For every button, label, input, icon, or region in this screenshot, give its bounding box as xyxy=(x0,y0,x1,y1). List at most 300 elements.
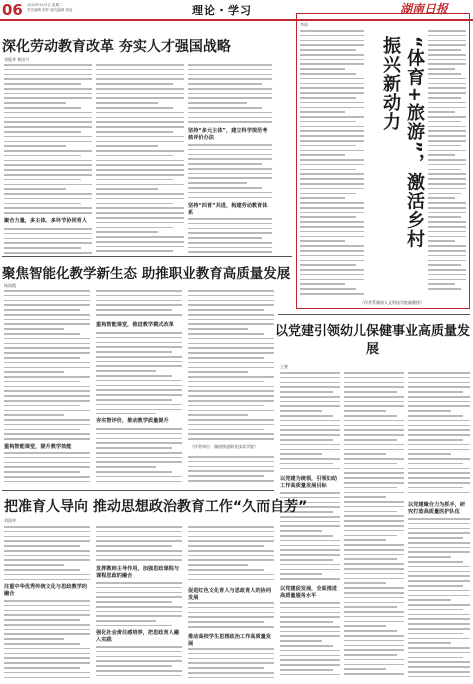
body-text-line xyxy=(408,492,470,494)
body-text-line xyxy=(188,424,274,426)
body-text-line xyxy=(428,30,466,32)
body-text-line xyxy=(280,396,340,398)
article-1-col-1b xyxy=(4,228,92,254)
body-text-line xyxy=(280,449,340,451)
body-text-line xyxy=(188,323,274,325)
body-text-line xyxy=(428,83,466,85)
body-text-line xyxy=(408,532,470,534)
body-text-line xyxy=(4,424,90,426)
body-text-line xyxy=(408,391,463,393)
body-text-line xyxy=(428,40,466,42)
divider xyxy=(278,314,470,315)
body-text-line xyxy=(4,228,92,230)
body-text-line xyxy=(428,236,466,238)
body-text-line xyxy=(4,462,90,464)
article-5-col-3 xyxy=(408,372,470,498)
body-text-line xyxy=(408,523,470,525)
body-text-line xyxy=(408,676,470,678)
body-text-line xyxy=(300,269,364,271)
body-text-line xyxy=(408,487,463,489)
body-text-line xyxy=(4,371,64,373)
body-text-line xyxy=(280,391,333,393)
body-text-line xyxy=(428,116,466,118)
body-text-line xyxy=(188,218,272,220)
body-text-line xyxy=(4,238,92,240)
body-text-line xyxy=(344,382,404,384)
body-text-line xyxy=(344,372,404,374)
body-text-line xyxy=(96,428,182,430)
article-3-col-1b xyxy=(4,600,90,680)
body-text-line xyxy=(4,405,80,407)
body-text-line xyxy=(4,550,90,552)
article-3-subhead-3: 促进红色文化育人与思政育人的协同发展 xyxy=(188,588,272,601)
body-text-line xyxy=(428,283,455,285)
body-text-line xyxy=(428,264,461,266)
body-text-line xyxy=(280,382,340,384)
body-text-line xyxy=(300,288,356,290)
body-text-line xyxy=(188,555,274,557)
body-text-line xyxy=(4,160,92,162)
body-text-line xyxy=(4,545,80,547)
body-text-line xyxy=(300,193,356,195)
body-text-line xyxy=(428,73,461,75)
article-1-subhead-2: 坚持“多元主体”，建立科学规范考核评价办法 xyxy=(188,128,268,141)
body-text-line xyxy=(96,112,184,114)
body-text-line xyxy=(4,419,90,421)
body-text-line xyxy=(280,468,340,470)
body-text-line xyxy=(96,545,172,547)
body-text-line xyxy=(344,468,404,470)
body-text-line xyxy=(96,413,156,414)
body-text-line xyxy=(344,673,404,675)
body-text-line xyxy=(4,386,90,388)
body-text-line xyxy=(188,526,274,528)
body-text-line xyxy=(188,616,274,618)
body-text-line xyxy=(188,390,274,392)
body-text-line xyxy=(300,49,356,51)
body-text-line xyxy=(428,240,455,242)
body-text-line xyxy=(4,400,90,402)
body-text-line xyxy=(4,164,92,166)
body-text-line xyxy=(280,674,340,676)
body-text-line xyxy=(96,404,182,406)
body-text-line xyxy=(4,381,80,383)
body-text-line xyxy=(300,63,364,65)
body-text-line xyxy=(300,44,364,46)
body-text-line xyxy=(4,564,64,566)
body-text-line xyxy=(4,648,90,650)
body-text-line xyxy=(96,351,172,353)
body-text-line xyxy=(300,188,364,190)
body-text-line xyxy=(188,149,272,151)
body-text-line xyxy=(300,197,345,199)
article-4-col-2 xyxy=(428,30,466,292)
body-text-line xyxy=(280,640,322,642)
body-text-line xyxy=(188,564,248,566)
body-text-line xyxy=(344,654,397,656)
body-text-line xyxy=(4,136,92,138)
body-text-line xyxy=(96,217,184,219)
body-text-line xyxy=(188,395,274,397)
body-text-line xyxy=(188,579,274,581)
body-text-line xyxy=(408,585,463,587)
body-text-line xyxy=(96,601,172,603)
body-text-line xyxy=(428,269,466,271)
body-text-line xyxy=(96,145,158,147)
body-text-line xyxy=(408,609,463,611)
body-text-line xyxy=(96,160,184,162)
body-text-line xyxy=(344,602,404,604)
body-text-line xyxy=(188,461,274,463)
body-text-line xyxy=(96,457,182,459)
body-text-line xyxy=(408,477,470,479)
body-text-line xyxy=(408,547,470,549)
body-text-line xyxy=(300,274,364,276)
body-text-line xyxy=(188,371,248,373)
body-text-line xyxy=(428,130,466,132)
body-text-line xyxy=(344,549,404,551)
body-text-line xyxy=(4,93,92,95)
article-1-headline: 深化劳动教育改革 夯实人才强国战略 xyxy=(2,39,231,55)
body-text-line xyxy=(344,625,386,627)
body-text-line xyxy=(188,621,264,623)
body-text-line xyxy=(96,250,173,252)
article-3-col-2b xyxy=(96,582,182,626)
body-text-line xyxy=(96,337,182,339)
body-text-line xyxy=(96,188,158,190)
body-text-line xyxy=(344,487,397,489)
body-text-line xyxy=(188,168,272,170)
body-text-line xyxy=(4,438,90,440)
body-text-line xyxy=(96,83,173,85)
body-text-line xyxy=(96,141,184,143)
body-text-line xyxy=(4,390,90,392)
body-text-line xyxy=(408,599,451,601)
article-3-subhead-4: 强化社会责任感培养，把思政育人融入实践 xyxy=(96,630,180,643)
body-text-line xyxy=(4,247,81,249)
body-text-line xyxy=(344,425,404,427)
body-text-line xyxy=(4,376,90,378)
body-text-line xyxy=(300,212,364,214)
body-text-line xyxy=(188,78,272,80)
body-text-line xyxy=(344,396,404,398)
body-text-line xyxy=(344,386,404,388)
body-text-line xyxy=(280,664,340,666)
body-text-line xyxy=(188,177,272,179)
body-text-line xyxy=(428,35,466,37)
article-3-col-3b xyxy=(188,602,274,630)
body-text-line xyxy=(188,173,272,175)
body-text-line xyxy=(188,343,274,345)
body-text-line xyxy=(280,612,340,614)
article-2-col-2a xyxy=(96,290,182,318)
body-text-line xyxy=(428,178,466,180)
body-text-line xyxy=(408,566,470,568)
body-text-line xyxy=(280,521,340,523)
body-text-line xyxy=(280,530,322,532)
body-text-line xyxy=(96,356,182,358)
body-text-line xyxy=(300,159,364,161)
article-3-col-1 xyxy=(4,526,90,580)
body-text-line xyxy=(188,672,274,674)
body-text-line xyxy=(344,520,404,522)
article-2-subhead-2: 夯实智评价，推动教学质量提升 xyxy=(96,418,169,424)
body-text-line xyxy=(300,169,356,171)
body-text-line xyxy=(96,117,184,119)
article-3-col-3 xyxy=(188,526,274,584)
body-text-line xyxy=(188,112,272,114)
article-5-col-1 xyxy=(280,372,340,472)
body-text-line xyxy=(280,573,322,575)
body-text-line xyxy=(96,150,184,152)
body-text-line xyxy=(4,410,90,412)
body-text-line xyxy=(344,439,397,441)
body-text-line xyxy=(300,140,364,142)
body-text-line xyxy=(4,629,90,631)
body-text-line xyxy=(4,174,92,176)
body-text-line xyxy=(344,635,404,637)
body-text-line xyxy=(188,376,274,378)
article-3-subhead-5: 推动高校学生思想政治工作高质量发展 xyxy=(188,634,272,647)
body-text-line xyxy=(280,669,333,671)
body-text-line xyxy=(408,372,470,374)
body-text-line xyxy=(408,661,470,663)
body-text-line xyxy=(4,600,90,602)
body-text-line xyxy=(408,604,470,606)
body-text-line xyxy=(408,420,470,422)
body-text-line xyxy=(96,295,182,297)
body-text-line xyxy=(344,606,397,608)
body-text-line xyxy=(188,662,274,664)
body-text-line xyxy=(344,640,404,642)
body-text-line xyxy=(344,592,404,594)
body-text-line xyxy=(408,647,470,649)
body-text-line xyxy=(4,357,80,359)
body-text-line xyxy=(300,221,364,223)
body-text-line xyxy=(4,614,90,616)
body-text-line xyxy=(300,260,364,262)
body-text-line xyxy=(188,88,272,90)
body-text-line xyxy=(4,457,90,459)
body-text-line xyxy=(344,539,386,541)
body-text-line xyxy=(300,207,364,209)
article-4-title: “体育+旅游”，激活乡村振兴新动力 xyxy=(380,36,425,249)
article-3-col-2c xyxy=(96,646,182,680)
body-text-line xyxy=(428,87,466,89)
article-2-subhead-3: 重构智能课堂，提升教学效能 xyxy=(4,444,72,450)
body-text-line xyxy=(188,658,274,660)
body-text-line xyxy=(280,410,322,412)
body-text-line xyxy=(280,578,340,580)
body-text-line xyxy=(96,394,182,396)
body-text-line xyxy=(280,655,340,657)
article-1-col-3a xyxy=(188,64,272,124)
body-text-line xyxy=(188,550,274,552)
body-text-line xyxy=(96,107,173,109)
body-text-line xyxy=(96,241,184,243)
body-text-line xyxy=(188,559,274,561)
body-text-line xyxy=(96,438,182,440)
body-text-line xyxy=(4,64,92,66)
body-text-line xyxy=(428,150,466,152)
body-text-line xyxy=(408,671,470,673)
body-text-line xyxy=(344,554,404,556)
body-text-line xyxy=(344,645,404,647)
body-text-line xyxy=(344,410,386,412)
body-text-line xyxy=(188,117,272,119)
body-text-line xyxy=(96,227,173,229)
body-text-line xyxy=(188,74,272,76)
body-text-line xyxy=(96,615,182,617)
body-text-line xyxy=(4,300,90,302)
body-text-line xyxy=(188,405,264,407)
body-text-line xyxy=(344,611,404,613)
body-text-line xyxy=(4,653,90,655)
body-text-line xyxy=(408,657,463,659)
body-text-line xyxy=(188,333,264,335)
body-text-line xyxy=(408,638,470,640)
body-text-line xyxy=(188,381,264,383)
body-text-line xyxy=(408,401,470,403)
body-text-line xyxy=(4,343,90,345)
body-text-line xyxy=(4,131,81,133)
body-text-line xyxy=(4,605,90,607)
body-text-line xyxy=(280,535,333,537)
body-text-line xyxy=(4,83,81,85)
body-text-line xyxy=(428,260,466,262)
article-1-col-2 xyxy=(96,64,184,254)
body-text-line xyxy=(408,537,463,539)
body-text-line xyxy=(344,563,404,565)
body-text-line xyxy=(428,245,466,247)
body-text-line xyxy=(300,111,345,113)
body-text-line xyxy=(4,328,64,330)
body-text-line xyxy=(4,102,66,104)
body-text-line xyxy=(96,611,182,613)
body-text-line xyxy=(96,155,173,157)
body-text-line xyxy=(188,247,272,249)
body-text-line xyxy=(188,144,272,146)
body-text-line xyxy=(4,481,90,483)
body-text-line xyxy=(188,438,274,440)
body-text-line xyxy=(4,323,90,325)
body-text-line xyxy=(408,444,470,446)
body-text-line xyxy=(4,619,80,621)
body-text-line xyxy=(188,228,272,230)
body-text-line xyxy=(408,415,463,417)
body-text-line xyxy=(300,183,364,185)
body-text-line xyxy=(280,659,340,661)
body-text-line xyxy=(188,531,274,533)
body-text-line xyxy=(188,429,264,431)
body-text-line xyxy=(408,425,470,427)
body-text-line xyxy=(280,635,340,637)
article-5-headline: 以党建引领幼儿保健事业高质量发展 xyxy=(275,324,471,357)
body-text-line xyxy=(188,319,274,321)
body-text-line xyxy=(188,97,272,99)
body-text-line xyxy=(4,624,90,626)
body-text-line xyxy=(428,183,466,185)
body-text-line xyxy=(408,458,470,460)
body-text-line xyxy=(428,221,466,223)
body-text-line xyxy=(96,97,184,99)
body-text-line xyxy=(96,164,184,166)
body-text-line xyxy=(344,573,404,575)
article-5-subhead-2: 以党建聚合力为抓手，研究打造高质量医护队伍 xyxy=(408,502,466,515)
body-text-line xyxy=(300,116,364,118)
body-text-line xyxy=(280,415,333,417)
body-text-line xyxy=(4,304,90,306)
body-text-line xyxy=(280,453,322,455)
body-text-line xyxy=(300,226,364,228)
body-text-line xyxy=(300,293,364,295)
body-text-line xyxy=(280,621,333,623)
body-text-line xyxy=(96,466,156,468)
body-text-line xyxy=(96,409,182,411)
body-text-line xyxy=(188,192,272,194)
body-text-line xyxy=(96,365,182,367)
body-text-line xyxy=(96,222,184,224)
body-text-line xyxy=(280,420,340,422)
body-text-line xyxy=(428,154,455,156)
body-text-line xyxy=(96,203,173,205)
body-text-line xyxy=(188,357,264,359)
body-text-line xyxy=(408,628,470,630)
body-text-line xyxy=(280,569,340,571)
body-text-line xyxy=(4,169,92,171)
body-text-line xyxy=(428,145,461,147)
body-text-line xyxy=(428,140,466,142)
body-text-line xyxy=(408,575,470,577)
article-1-byline: 刘俊华 黄田兴 xyxy=(4,57,30,62)
body-text-line xyxy=(4,569,80,571)
page-number: 06 xyxy=(2,1,23,19)
body-text-line xyxy=(408,642,451,644)
body-text-line xyxy=(300,87,364,89)
body-text-line xyxy=(408,528,470,530)
body-text-line xyxy=(280,516,340,518)
body-text-line xyxy=(96,656,182,658)
body-text-line xyxy=(428,49,461,51)
body-text-line xyxy=(300,279,364,281)
body-text-line xyxy=(96,452,182,454)
body-text-line xyxy=(188,197,272,199)
body-text-line xyxy=(188,314,274,316)
body-text-line xyxy=(408,580,470,582)
article-5-col-1c xyxy=(280,602,340,680)
body-text-line xyxy=(188,182,247,184)
body-text-line xyxy=(4,466,90,468)
body-text-line xyxy=(96,559,182,561)
body-text-line xyxy=(408,434,470,436)
article-3-subhead-2: 发挥教师主导作用，加强思政课程与课程思政的融合 xyxy=(96,566,180,579)
body-text-line xyxy=(188,540,274,542)
body-text-line xyxy=(344,558,397,560)
body-text-line xyxy=(188,433,274,435)
body-text-line xyxy=(96,69,184,71)
article-1-col-1 xyxy=(4,64,92,214)
body-text-line xyxy=(300,35,364,37)
body-text-line xyxy=(280,616,340,618)
body-text-line xyxy=(408,396,470,398)
body-text-line xyxy=(96,606,182,608)
body-text-line xyxy=(408,571,470,573)
body-text-line xyxy=(4,193,92,195)
article-2-caption: （作者单位：湖南铁道职业技术学院） xyxy=(190,444,258,449)
body-text-line xyxy=(300,107,364,109)
body-text-line xyxy=(280,545,340,547)
body-text-line xyxy=(280,626,340,628)
